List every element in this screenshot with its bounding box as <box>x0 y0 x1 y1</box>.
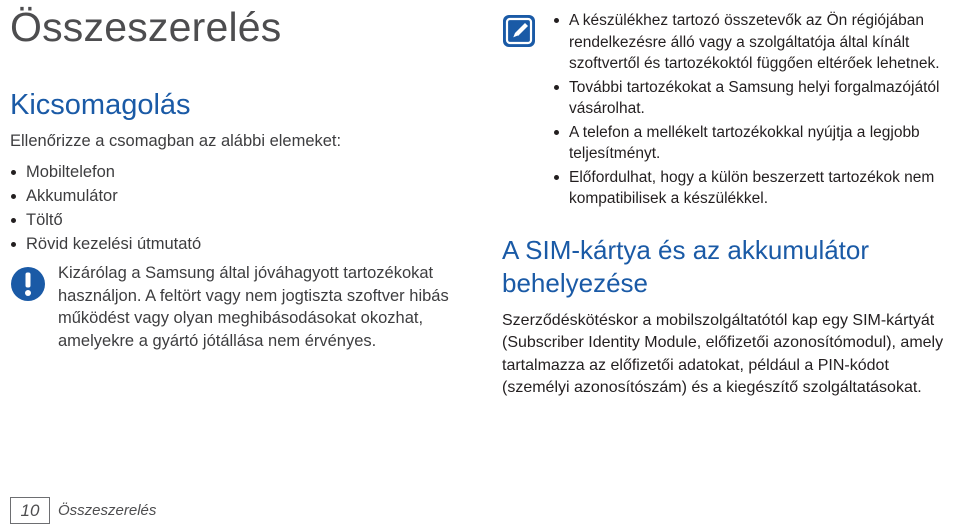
note-box <box>502 10 954 210</box>
list-item: Akkumulátor <box>10 184 480 208</box>
warning-box <box>10 262 480 352</box>
page-number: 10 <box>10 497 50 524</box>
right-column <box>502 10 954 400</box>
notes-list <box>552 10 954 210</box>
list-item: További tartozékokat a Samsung helyi forgalmazójától vásárolhat. <box>552 77 954 120</box>
list-item: A készülékhez tartozó összetevők az Ön régiójában rendelkezésre álló vagy a szolgáltatója által kínált szoftvertől és tartozékoktól függően eltérőek lehetnek. <box>552 10 954 75</box>
package-items-list <box>10 160 480 256</box>
packaging-section <box>10 88 480 352</box>
list-item: A telefon a mellékelt tartozékokkal nyújtja a legjobb teljesítményt. <box>552 122 954 165</box>
sim-body: Szerződéskötéskor a mobilszolgáltatótól kap egy SIM-kártyát (Subscriber Identity Module, előfizetői azonosítómodul), amely tartalmazza az előfizetői adatokat, például a PIN-kódot (személyi azonosítószám) és a kiegészítő szolgáltatásokat. <box>502 311 944 396</box>
page-footer <box>10 497 156 524</box>
exclamation-circle-icon <box>10 266 46 302</box>
warning-text: Kizárólag a Samsung által jóváhagyott tartozékokat használjon. A feltört vagy nem jogtiszta szoftver hibás működést vagy olyan meghibásodásokat okozhat, amelyekre a gyártó jótállása nem érvényes. <box>58 264 449 350</box>
list-item: Rövid kezelési útmutató <box>10 232 480 256</box>
note-pencil-icon <box>502 14 536 48</box>
list-item: Mobiltelefon <box>10 160 480 184</box>
packaging-intro: Ellenőrizze a csomagban az alábbi elemeket: <box>10 132 342 150</box>
list-item: Töltő <box>10 208 480 232</box>
packaging-heading: Kicsomagolás <box>10 89 191 121</box>
list-item: Előfordulhat, hogy a külön beszerzett tartozékok nem kompatibilisek a készülékkel. <box>552 167 954 210</box>
page-title: Összeszerelés <box>10 4 282 50</box>
sim-heading: A SIM-kártya és az akkumulátor behelyezése <box>502 234 870 298</box>
footer-section-label: Összeszerelés <box>58 502 157 519</box>
